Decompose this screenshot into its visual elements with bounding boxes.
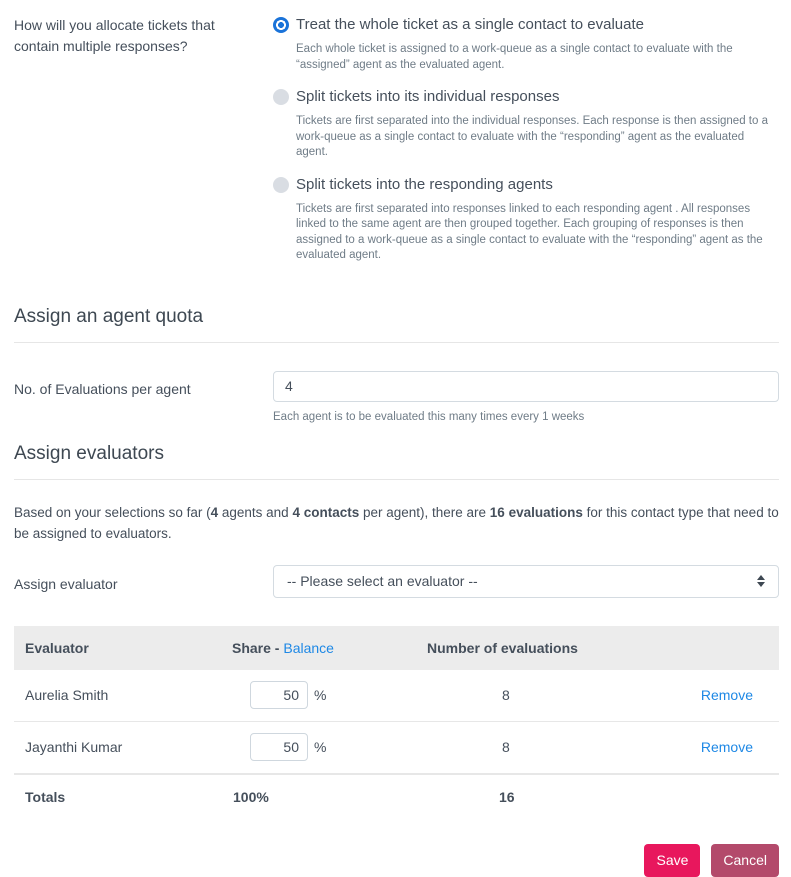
evaluator-select[interactable] xyxy=(273,565,779,598)
assign-evaluators-heading: Assign evaluators xyxy=(14,442,164,464)
allocation-question-label: How will you allocate tickets that contain multiple responses? xyxy=(14,17,215,54)
section-divider xyxy=(14,479,779,480)
radio-unselected-icon[interactable] xyxy=(273,89,289,105)
allocation-section xyxy=(14,15,779,278)
radio-option-split-responses[interactable] xyxy=(273,87,779,161)
evaluations-value: 8 xyxy=(502,687,510,703)
radio-option-label[interactable]: Split tickets into its individual responses xyxy=(296,88,560,105)
evaluator-name: Aurelia Smith xyxy=(25,687,109,703)
radio-option-label[interactable]: Split tickets into the responding agents xyxy=(296,175,553,193)
agents-count: 4 xyxy=(210,504,219,520)
column-header-share: Share - Balance xyxy=(232,639,334,656)
evaluations-per-agent-label: No. of Evaluations per agent xyxy=(14,380,191,397)
table-totals-row xyxy=(14,774,779,820)
totals-share: 100% xyxy=(233,789,269,805)
allocation-options xyxy=(273,15,779,278)
table-row xyxy=(14,670,779,722)
remove-link[interactable]: Remove xyxy=(700,739,753,755)
evaluations-per-agent-input[interactable] xyxy=(273,371,779,402)
radio-selected-icon[interactable] xyxy=(273,17,289,33)
remove-link[interactable]: Remove xyxy=(700,687,753,703)
table-header-row xyxy=(14,626,779,670)
radio-option-description: Tickets are first separated into the individual responses. Each response is then assigned to a work-queue as a single contact to evaluate with the “responding” agent as the evaluated agent. xyxy=(296,115,768,158)
cancel-button[interactable]: Cancel xyxy=(711,844,779,877)
section-divider xyxy=(14,342,779,343)
radio-unselected-icon[interactable] xyxy=(273,177,289,193)
evaluations-summary: Based on your selections so far (4 agents and 4 contacts per agent), there are 16 evaluations for this contact type that need to be assigned to evaluators. xyxy=(14,504,779,541)
assign-evaluator-label: Assign evaluator xyxy=(14,575,118,592)
percent-sign: % xyxy=(314,739,327,755)
agent-quota-row xyxy=(14,371,779,423)
form-actions xyxy=(14,844,779,877)
evaluator-select-value: -- Please select an evaluator -- xyxy=(287,573,478,589)
radio-option-label[interactable]: Treat the whole ticket as a single contact to evaluate xyxy=(296,16,644,33)
radio-option-whole-ticket[interactable] xyxy=(273,15,779,73)
contacts-count: 4 contacts xyxy=(292,504,360,520)
totals-evaluations: 16 xyxy=(499,789,515,805)
save-button[interactable]: Save xyxy=(644,844,700,877)
radio-option-description: Tickets are first separated into responses linked to each responding agent . All responses linked to the same agent are then grouped together. Each grouping of responses is then assigned to a work-queue as a single contact to evaluate with the “responding” agent as the evaluated agent. xyxy=(296,202,763,261)
evaluator-name: Jayanthi Kumar xyxy=(25,739,123,755)
table-row xyxy=(14,722,779,774)
select-arrows-icon xyxy=(757,575,765,587)
evaluators-table xyxy=(14,626,779,820)
evaluations-count: 16 evaluations xyxy=(489,504,583,520)
balance-link[interactable]: Balance xyxy=(283,639,334,656)
agent-quota-heading: Assign an agent quota xyxy=(14,305,204,327)
column-header-evaluator: Evaluator xyxy=(25,639,89,656)
radio-option-split-agents[interactable] xyxy=(273,175,779,264)
totals-label: Totals xyxy=(25,789,66,805)
share-input[interactable] xyxy=(250,681,308,709)
evaluations-help-text: Each agent is to be evaluated this many times every 1 weeks xyxy=(273,410,585,423)
column-header-evaluations: Number of evaluations xyxy=(427,639,578,656)
radio-option-description: Each whole ticket is assigned to a work-queue as a single contact to evaluate with the “assigned” agent as the evaluated agent. xyxy=(296,43,733,71)
evaluations-value: 8 xyxy=(502,739,510,755)
share-input[interactable] xyxy=(250,733,308,761)
percent-sign: % xyxy=(314,687,327,703)
assign-evaluator-row xyxy=(14,565,779,598)
